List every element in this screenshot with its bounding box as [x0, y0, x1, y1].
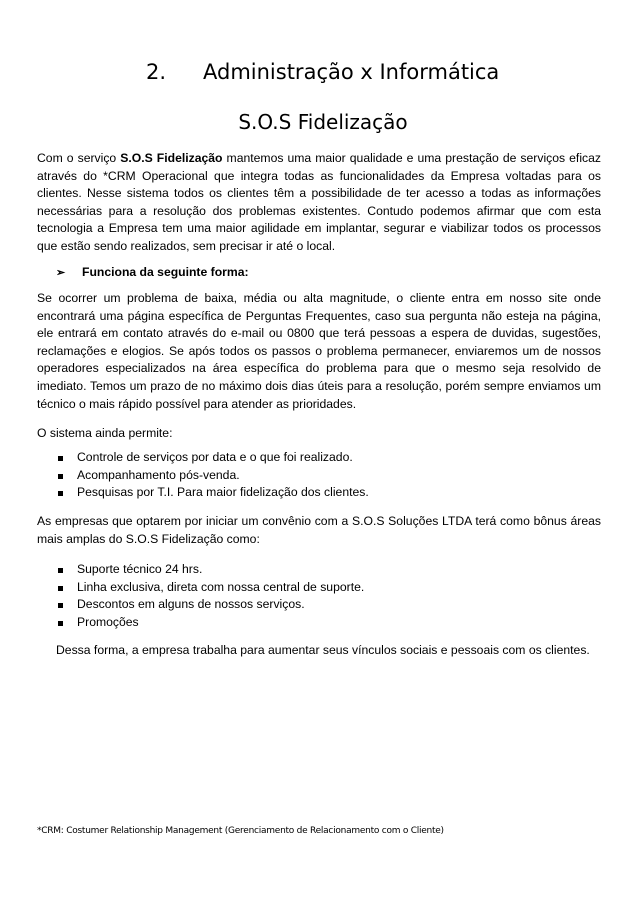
closing-paragraph: Dessa forma, a empresa trabalha para aumentar seus vínculos sociais e pessoais com os clientes. [56, 643, 590, 657]
square-bullet-icon [58, 621, 63, 626]
list-item-text: Suporte técnico 24 hrs. [77, 562, 203, 576]
process-paragraph: Se ocorrer um problema de baixa, média ou alta magnitude, o cliente entra em nosso site onde encontrará uma página específica de Perguntas Frequentes, caso sua pergunta não esteja na página, ele entrará em contato através do e-mail ou 0800 que terá pessoas a espera de duvidas, sugestões, reclamações e elogios. Se após todos os passos o problema permanecer, enviaremos um de nossos operadores especializados na área específica do problema para que o mesmo seja resolvido de imediato. Temos um prazo de no máximo dois dias úteis para a resolução, porém sempre enviamos um técnico o mais rápido possível para atender as prioridades. [37, 291, 601, 411]
list-item [57, 614, 597, 632]
list-item [57, 561, 597, 579]
intro-bold-service-name: S.O.S Fidelização [120, 151, 223, 165]
system-allows-paragraph: O sistema ainda permite: [37, 426, 173, 440]
section-title: Administração x Informática [203, 60, 500, 84]
section-number: 2. [146, 60, 167, 84]
section-heading [0, 60, 638, 90]
square-bullet-icon [58, 474, 63, 479]
bonus-list [57, 561, 597, 631]
list-item [57, 484, 597, 502]
list-item-text: Descontos em alguns de nossos serviços. [77, 597, 305, 612]
square-bullet-icon [58, 456, 63, 461]
list-item-text: Promoções [77, 614, 139, 629]
how-it-works-heading [56, 265, 596, 279]
page-subtitle [0, 110, 638, 134]
crm-footnote: *CRM: Costumer Relationship Management (Gerenciamento de Relacionamento com o Cliente) [37, 826, 444, 836]
intro-prefix: Com o serviço [37, 151, 121, 165]
square-bullet-icon [58, 568, 63, 573]
how-it-works-label: Funciona da seguinte forma: [82, 265, 249, 279]
list-item [57, 579, 597, 597]
square-bullet-icon [58, 603, 63, 608]
agreement-paragraph: As empresas que optarem por iniciar um convênio com a S.O.S Soluções LTDA terá como bônus áreas mais amplas do S.O.S Fidelização como: [37, 514, 601, 546]
list-item [57, 596, 597, 614]
list-item-text: Controle de serviços por data e o que foi realizado. [77, 450, 353, 464]
square-bullet-icon [58, 491, 63, 496]
arrow-bullet-icon: ➢ [56, 267, 66, 279]
list-item-text: Linha exclusiva, direta com nossa central de suporte. [77, 579, 365, 594]
list-item [57, 467, 597, 485]
features-list [57, 449, 597, 502]
subtitle-text: S.O.S Fidelização [238, 110, 408, 134]
intro-rest: mantemos uma maior qualidade e uma prestação de serviços eficaz através do *CRM Operacional que integra todas as funcionalidades da Empresa voltadas para os clientes. Nesse sistema todos os clientes têm a possibilidade de ter acesso a todas as informações necessárias para a resolução dos problemas existentes. Contudo podemos afirmar que com esta tecnologia a Empresa tem uma maior agilidade em implantar, segurar e viabilizar todos os processos que estão sendo realizados, sem precisar ir até o local. [37, 151, 601, 253]
list-item-text: Acompanhamento pós-venda. [77, 467, 240, 482]
list-item [57, 449, 597, 467]
list-item-text: Pesquisas por T.I. Para maior fidelização dos clientes. [77, 485, 369, 500]
intro-paragraph [37, 150, 601, 256]
square-bullet-icon [58, 586, 63, 591]
